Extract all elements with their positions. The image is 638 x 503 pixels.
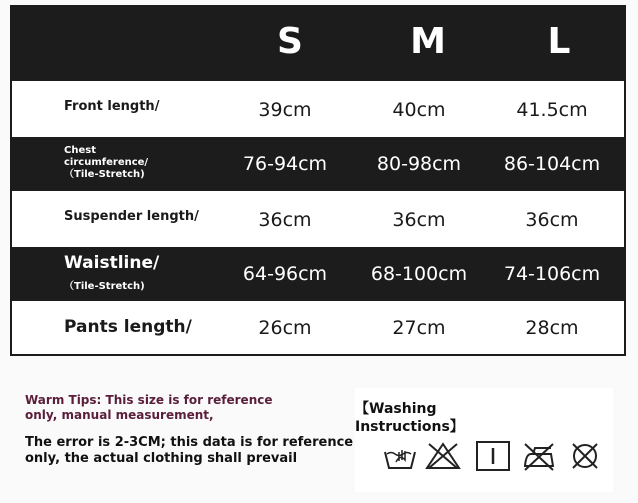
row-label-main: Waistline/ [64,253,160,273]
row-label: Front length/ [64,99,160,114]
value-l: 41.5cm [516,99,588,121]
table-row-pants-length [12,301,624,354]
table-row-waistline [12,247,624,301]
row-label: Suspender length/ [64,209,199,224]
value-m: 80-98cm [376,153,462,175]
value-l: 86-104cm [503,153,601,175]
washing-title: 【Washing Instructions】 [355,401,464,435]
table-row-chest [12,137,624,191]
tumble-dry-icon [475,440,511,472]
no-iron-icon [521,440,557,472]
warm-tips [25,393,365,467]
value-s: 26cm [258,317,312,339]
size-s-header: S [277,21,303,62]
value-l: 74-106cm [503,263,601,285]
size-l-header: L [547,21,571,62]
value-s: 36cm [258,209,312,231]
value-m: 27cm [392,317,446,339]
row-label: Pants length/ [64,317,192,337]
value-l: 28cm [525,317,579,339]
hand-wash-icon [382,440,418,472]
size-m-header: M [410,21,446,62]
size-chart-table [10,5,626,356]
no-bleach-icon [425,440,461,472]
size-header-row [12,7,624,81]
value-s: 76-94cm [242,153,328,175]
row-label [64,145,174,181]
value-s: 64-96cm [242,263,328,285]
tip-error: The error is 2-3CM; this data is for reference only, the actual clothing shall prevail [25,435,354,466]
table-row-suspender [12,191,624,247]
tip-reference: Warm Tips: This size is for reference only, manual measurement, [25,393,273,422]
row-label-sub: （Tile-Stretch) [64,281,145,292]
value-s: 39cm [258,99,312,121]
row-label-main: Chest circumference/ [64,145,149,168]
row-label-sub: （Tile-Stretch) [64,169,145,180]
no-dry-clean-icon [567,440,603,472]
washing-instructions [355,388,613,492]
value-m: 40cm [392,99,446,121]
row-label [64,253,159,292]
table-row-front-length [12,81,624,137]
value-m: 68-100cm [370,263,468,285]
value-m: 36cm [392,209,446,231]
value-l: 36cm [525,209,579,231]
